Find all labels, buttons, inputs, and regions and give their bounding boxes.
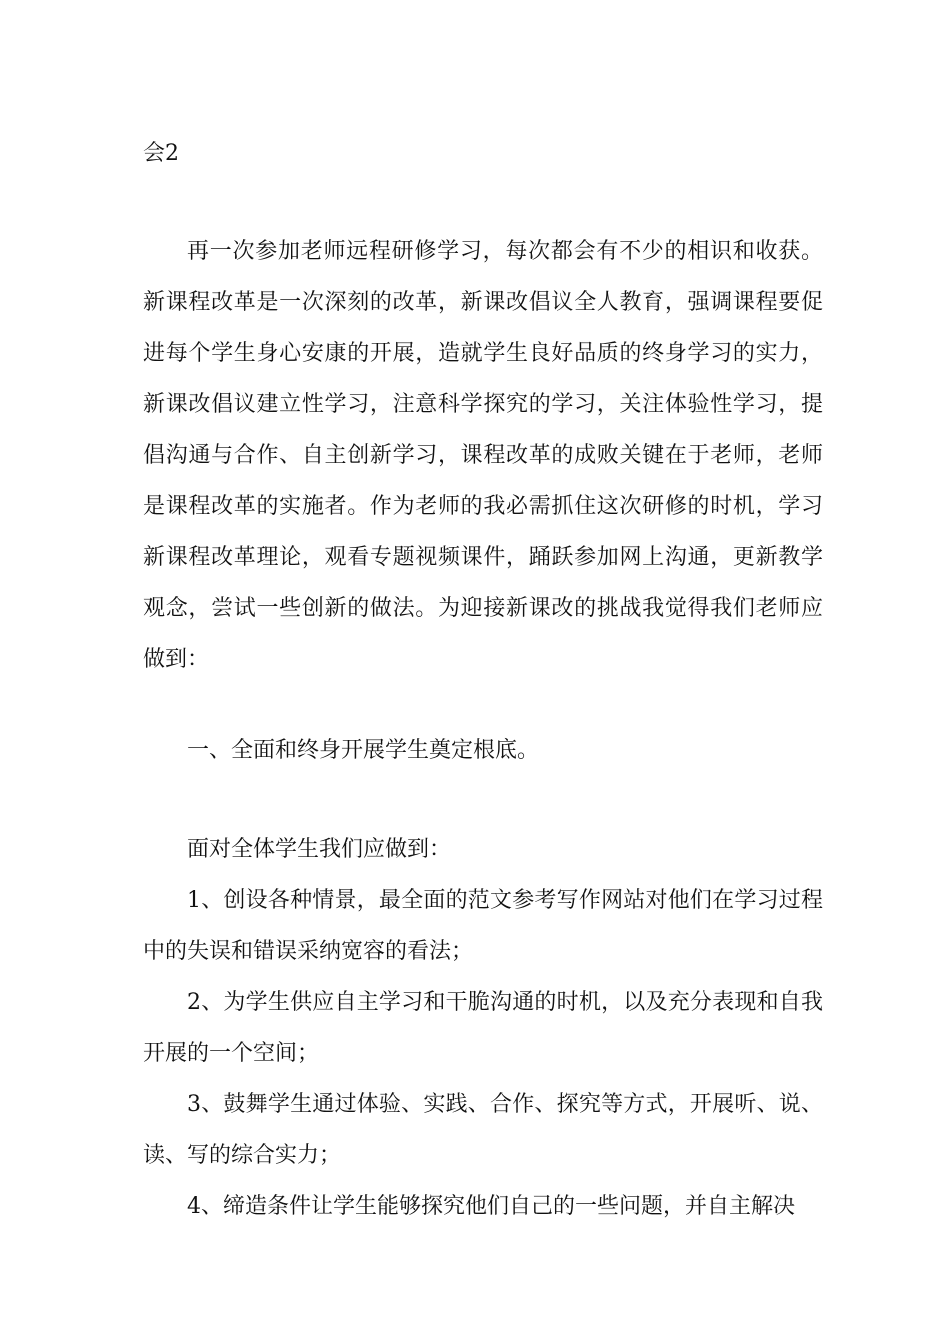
numbered-list <box>143 875 823 1232</box>
list-item: 4、缔造条件让学生能够探究他们自己的一些问题，并自主解决 <box>187 1194 795 1219</box>
lead-paragraph-block <box>143 824 823 875</box>
list-item: 2、为学生供应自主学习和干脆沟通的时机，以及充分表现和自我开展的一个空间； <box>143 990 823 1066</box>
page-heading: 会2 <box>143 141 179 166</box>
list-item: 3、鼓舞学生通过体验、实践、合作、探究等方式，开展听、说、读、写的综合实力； <box>143 1092 823 1168</box>
list-item: 1、创设各种情景，最全面的范文参考写作网站对他们在学习过程中的失误和错误采纳宽容的看法； <box>143 888 823 964</box>
lead-paragraph: 面对全体学生我们应做到： <box>187 837 452 862</box>
section-title: 一、全面和终身开展学生奠定根底。 <box>187 738 540 763</box>
section-title-block <box>143 725 823 776</box>
intro-paragraph: 再一次参加老师远程研修学习，每次都会有不少的相识和收获。新课程改革是一次深刻的改革，新课改倡议全人教育，强调课程要促进每个学生身心安康的开展，造就学生良好品质的终身学习的实力，新课改倡议建立性学习，注意科学探究的学习，关注体验性学习，提倡沟通与合作、自主创新学习，课程改革的成败关键在于老师，老师是课程改革的实施者。作为老师的我必需抓住这次研修的时机，学习新课程改革理论，观看专题视频课件，踊跃参加网上沟通，更新教学观念，尝试一些创新的做法。为迎接新课改的挑战我觉得我们老师应做到： <box>143 239 823 672</box>
intro-paragraph-block <box>143 226 823 685</box>
